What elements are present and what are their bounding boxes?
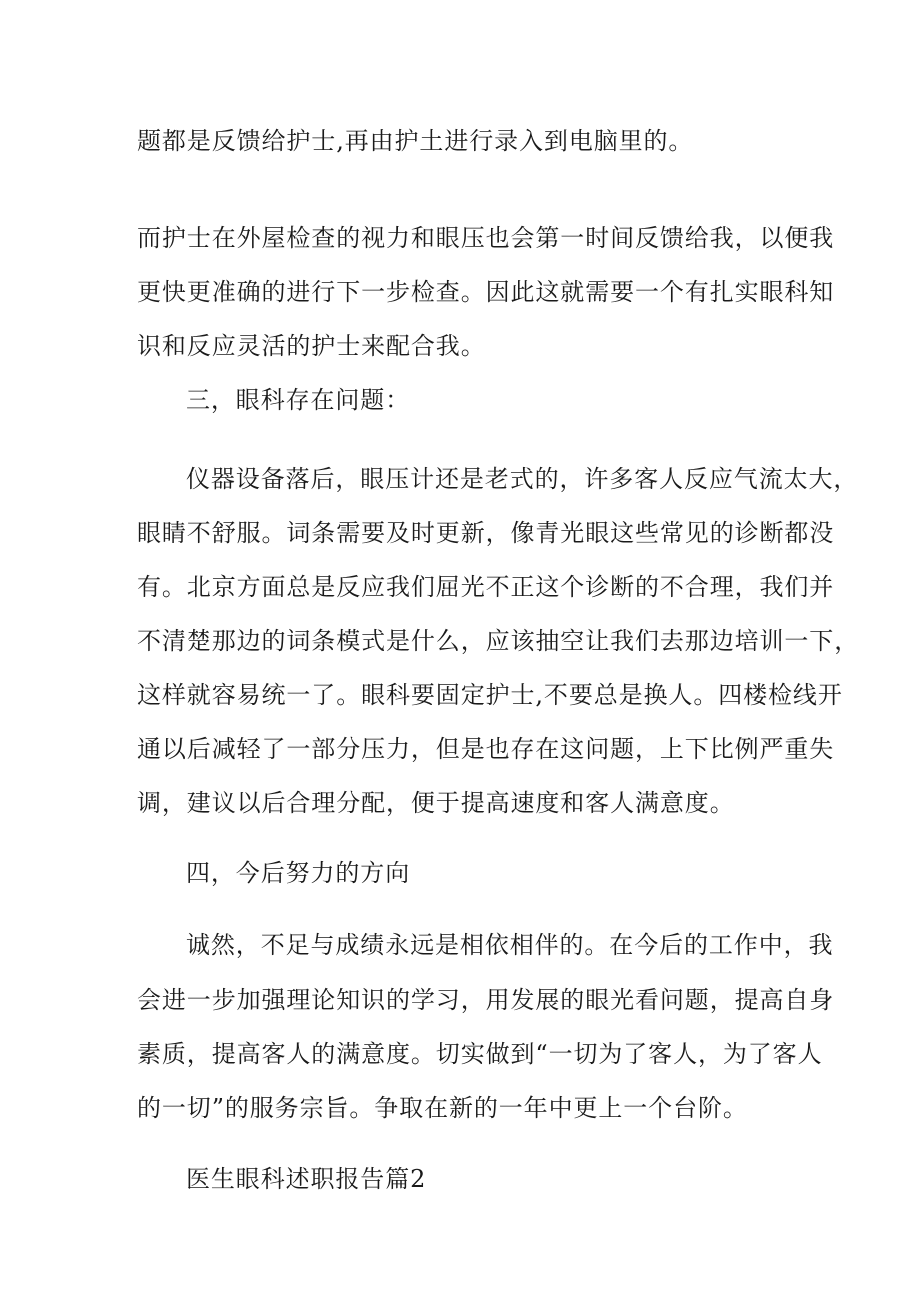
paragraph-line: 调，建议以后合理分配，便于提高速度和客人满意度。	[137, 789, 735, 817]
paragraph-line: 通以后减轻了一部分压力，但是也存在这问题，上下比例严重失	[137, 735, 835, 763]
paragraph-line: 仪器设备落后，眼压计还是老式的，许多客人反应气流太大，	[186, 465, 859, 493]
paragraph-line: 的一切”的服务宗旨。争取在新的一年中更上一个台阶。	[137, 1094, 748, 1122]
paragraph-line: 而护士在外屋检查的视力和眼压也会第一时间反馈给我，以便我	[137, 224, 835, 252]
paragraph-line: 有。北京方面总是反应我们屈光不正这个诊断的不合理，我们并	[137, 573, 835, 601]
paragraph-line: 眼睛不舒服。词条需要及时更新，像青光眼这些常见的诊断都没	[137, 519, 835, 547]
paragraph-line: 更快更准确的进行下一步检查。因此这就需要一个有扎实眼科知	[137, 278, 835, 306]
document-title: 医生眼科述职报告篇2	[186, 1165, 427, 1193]
paragraph-line: 题都是反馈给护士,再由护土进行录入到电脑里的。	[137, 127, 694, 155]
paragraph-line: 不清楚那边的词条模式是什么，应该抽空让我们去那边培训一下，	[137, 627, 860, 655]
section-heading: 三，眼科存在问题：	[186, 386, 411, 414]
paragraph-line: 素质，提高客人的满意度。切实做到“一切为了客人，为了客人	[137, 1040, 823, 1068]
paragraph-line: 会进一步加强理论知识的学习，用发展的眼光看问题，提高自身	[137, 986, 835, 1014]
paragraph-line: 诚然，不足与成绩永远是相依相伴的。在今后的工作中，我	[186, 931, 834, 959]
paragraph-line: 这样就容易统一了。眼科要固定护士,不要总是换人。四楼检线开	[137, 681, 843, 709]
paragraph-line: 识和反应灵活的护士来配合我。	[137, 332, 486, 360]
section-heading: 四，今后努力的方向	[186, 859, 411, 887]
